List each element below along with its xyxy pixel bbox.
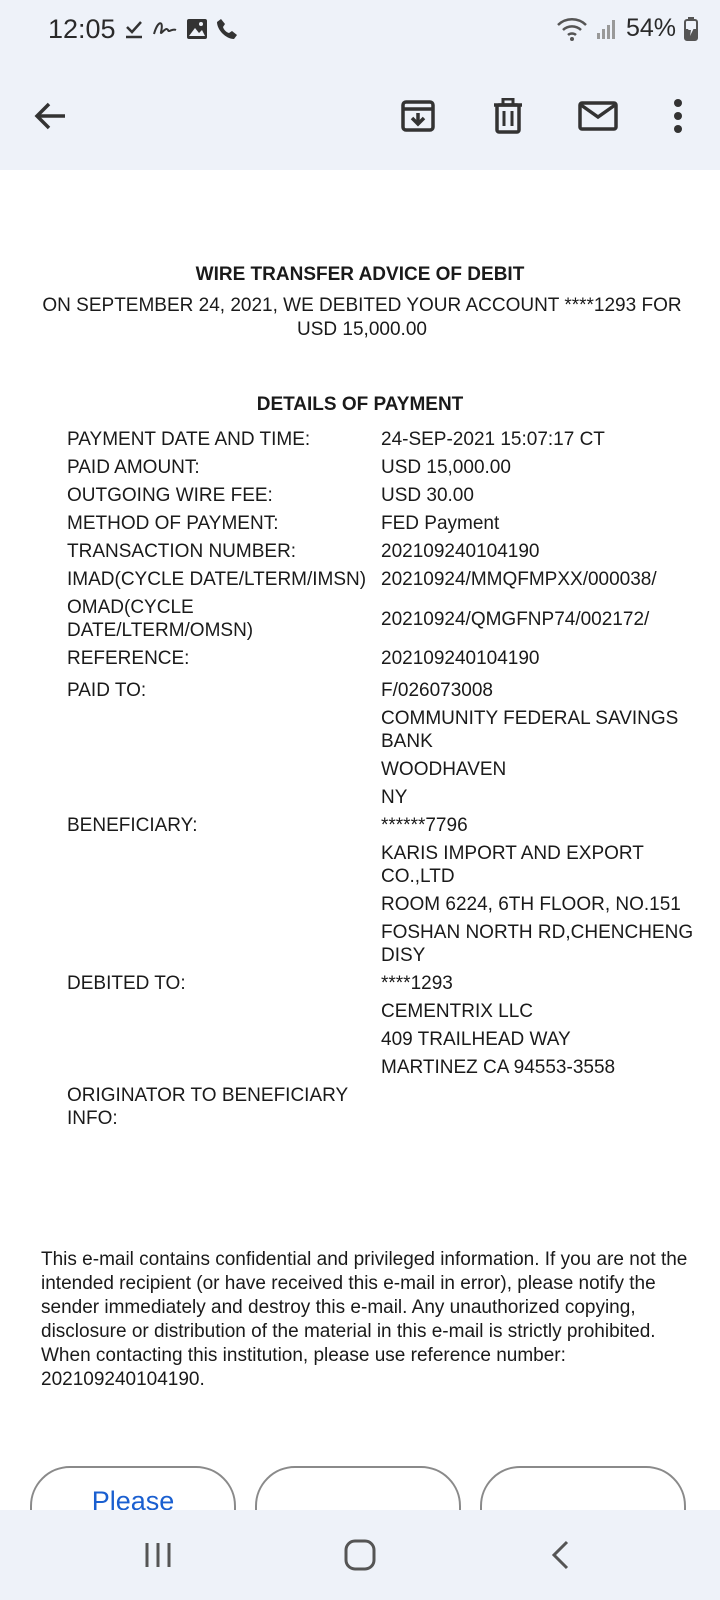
archive-button[interactable]: [388, 86, 448, 146]
nav-back-button[interactable]: [530, 1530, 590, 1580]
email-subtitle: ON SEPTEMBER 24, 2021, WE DEBITED YOUR ACCOUNT ****1293 FOR USD 15,000.00: [42, 295, 682, 340]
notification-icons: [124, 18, 238, 40]
nav-back-icon: [549, 1539, 571, 1571]
signal-icon: [596, 17, 618, 41]
detail-value: 409 TRAILHEAD WAY: [381, 1029, 571, 1050]
home-icon: [343, 1538, 377, 1572]
detail-value: F/026073008: [381, 680, 493, 701]
detail-label: TRANSACTION NUMBER:: [67, 541, 297, 562]
more-options-button[interactable]: [648, 86, 708, 146]
details-title: DETAILS OF PAYMENT: [256, 394, 464, 415]
detail-label: METHOD OF PAYMENT:: [67, 513, 279, 534]
more-vert-icon: [673, 99, 683, 133]
mail-icon: [578, 101, 618, 131]
detail-value: WOODHAVEN: [381, 759, 507, 780]
action-button-label: Please: [91, 1486, 175, 1510]
detail-row-reference: [67, 647, 707, 670]
wifi-icon: [556, 17, 588, 41]
back-button[interactable]: [20, 86, 80, 146]
detail-row-paid-amount: [67, 456, 707, 479]
payment-details-table: [67, 428, 707, 1135]
detail-value: USD 30.00: [381, 485, 474, 506]
back-arrow-icon: [33, 101, 67, 131]
archive-icon: [400, 98, 436, 134]
detail-row-wire-fee: [67, 484, 707, 507]
battery-percent: 54%: [625, 14, 676, 42]
email-title: WIRE TRANSFER ADVICE OF DEBIT: [195, 264, 525, 285]
detail-value: NY: [381, 787, 408, 808]
action-button-3[interactable]: [480, 1466, 686, 1510]
detail-value: 20210924/QMGFNP74/002172/: [381, 608, 650, 630]
email-body: [0, 170, 720, 1510]
detail-row-method: [67, 512, 707, 535]
detail-label: OUTGOING WIRE FEE:: [67, 485, 273, 506]
battery-charging-icon: [684, 17, 698, 41]
action-button-please[interactable]: [30, 1466, 236, 1510]
detail-row-originator-info: [67, 1084, 707, 1130]
detail-value: COMMUNITY FEDERAL SAVINGS BANK: [381, 708, 679, 752]
detail-row-transaction-number: [67, 540, 707, 563]
signature-icon: [152, 18, 178, 40]
detail-row-payment-date: [67, 428, 707, 451]
detail-label: PAID AMOUNT:: [67, 457, 200, 478]
status-bar: [0, 0, 720, 62]
detail-value: MARTINEZ CA 94553-3558: [381, 1057, 616, 1078]
detail-value: CEMENTRIX LLC: [381, 1001, 534, 1022]
image-icon: [186, 18, 208, 40]
trash-icon: [492, 98, 524, 134]
home-button[interactable]: [330, 1530, 390, 1580]
detail-label: PAID TO:: [67, 680, 147, 701]
detail-row-paid-to: [67, 679, 707, 809]
detail-row-beneficiary: [67, 814, 707, 967]
phone-icon: [216, 18, 238, 40]
detail-value: 24-SEP-2021 15:07:17 CT: [381, 429, 605, 450]
detail-value: ROOM 6224, 6TH FLOOR, NO.151: [381, 894, 681, 915]
detail-value: FOSHAN NORTH RD,CHENCHENG DISY: [381, 922, 694, 966]
detail-value: 202109240104190: [381, 648, 540, 669]
detail-row-omad: [67, 596, 707, 642]
detail-value: FED Payment: [381, 513, 500, 534]
system-icons: [556, 14, 698, 43]
detail-value: ****1293: [381, 973, 453, 994]
recents-button[interactable]: [128, 1530, 188, 1580]
system-nav-bar: [0, 1510, 720, 1600]
action-button-2[interactable]: [255, 1466, 461, 1510]
detail-label: BENEFICIARY:: [67, 815, 198, 836]
delete-button[interactable]: [478, 86, 538, 146]
detail-row-debited-to: [67, 972, 707, 1079]
detail-label: IMAD(CYCLE DATE/LTERM/IMSN): [67, 569, 367, 590]
confidentiality-disclaimer: This e-mail contains confidential and privileged information. If you are not the intended recipient (or have received this e-mail in error), please notify the sender immediately and destroy this e-mail. Any unauthorized copying, disclosure or distribution of the material in this e-mail is strictly prohibited. When contacting this institution, please use reference number: 202109240104190.: [41, 1249, 688, 1390]
detail-row-imad: [67, 568, 707, 591]
status-time: 12:05: [48, 14, 116, 44]
detail-value: 202109240104190: [381, 541, 540, 562]
detail-label: OMAD(CYCLE DATE/LTERM/OMSN): [67, 597, 254, 641]
detail-label: ORIGINATOR TO BENEFICIARY INFO:: [67, 1085, 348, 1129]
detail-value: KARIS IMPORT AND EXPORT CO.,LTD: [381, 843, 644, 887]
detail-label: DEBITED TO:: [67, 973, 186, 994]
detail-label: REFERENCE:: [67, 648, 190, 669]
check-download-icon: [124, 18, 144, 40]
detail-label: PAYMENT DATE AND TIME:: [67, 429, 311, 450]
detail-value: 20210924/MMQFMPXX/000038/: [381, 569, 657, 590]
detail-value: USD 15,000.00: [381, 457, 511, 478]
detail-value: ******7796: [381, 815, 468, 836]
mark-unread-button[interactable]: [568, 86, 628, 146]
email-toolbar: [0, 62, 720, 170]
recents-icon: [143, 1540, 173, 1570]
